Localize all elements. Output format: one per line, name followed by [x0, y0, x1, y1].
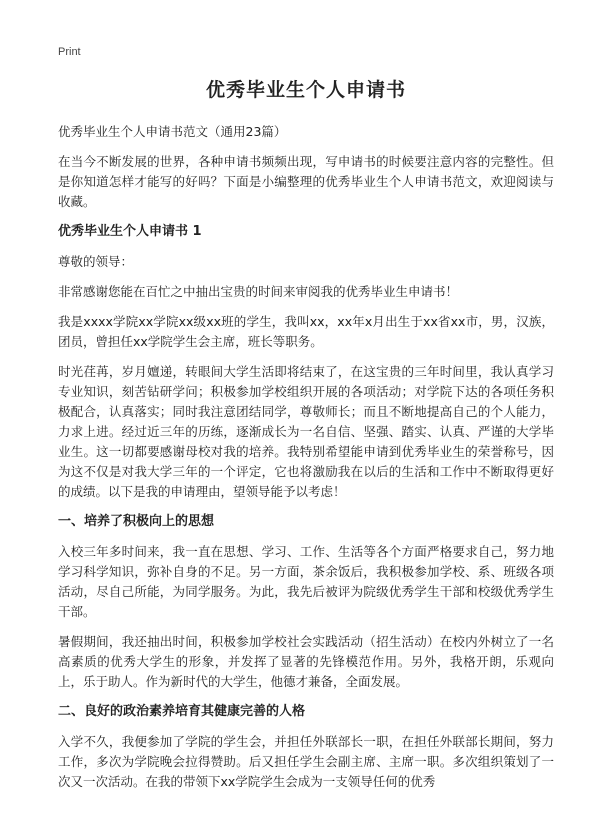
- paragraph-b1: 入学不久，我便参加了学院的学生会，并担任外联部长一职，在担任外联部长期间，努力工作，多次为学院晚会拉得赞助。后又担任学生会副主席、主席一职。多次组织策划了一次又一次活动。在我的带领下xx学院学生会成为一支领导任何的优秀: [58, 734, 554, 789]
- paragraph-a2: 暑假期间，我还抽出时间，积极参加学校社会实践活动（招生活动）在校内外树立了一名高素质的优秀大学生的形象，并发挥了显著的先锋模范作用。另外，我格开朗，乐观向上，乐于助人。作为新时代的大学生，他德才兼备，全面发展。: [58, 634, 554, 689]
- body-paragraph: 时光荏苒，岁月嬗递，转眼间大学生活即将结束了，在这宝贵的三年时间里，我认真学习专业知识，刻苦钻研学问；积极参加学校组织开展的各项活动；对学院下达的各项任务积极配合，认真落实；同时我注意团结同学，尊敬师长；而且不断地提高自己的个人能力，力求上进。经过近三年的历练，逐渐成长为一名自信、坚强、踏实、认真、严谨的大学毕业生。这一切都要感谢母校对我的培养。我特别希望能申请到优秀毕业生的荣誉称号，因为这不仅是对我大学三年的一个评定，它也将激励我在以后的生活和工作中不断取得更好的成绩。以下是我的申请理由，望领导能予以考虑！: [58, 364, 554, 499]
- section-heading-1: 优秀毕业生个人申请书 1: [58, 224, 202, 239]
- print-label[interactable]: Print: [58, 46, 81, 58]
- self-intro-paragraph: 我是xxxx学院xx学院xx级xx班的学生，我叫xx，xx年x月出生于xx省xx市，男，汉族，团员，曾担任xx学院学生会主席，班长等职务。: [58, 314, 554, 349]
- subtitle: 优秀毕业生个人申请书范文（通用23篇）: [58, 124, 287, 139]
- heading-positive-thinking: 一、培养了积极向上的思想: [58, 514, 215, 529]
- document-body: [58, 76, 554, 802]
- page-title: 优秀毕业生个人申请书: [205, 79, 406, 101]
- heading-political-literacy: 二、良好的政治素养培育其健康完善的人格: [58, 704, 306, 719]
- thanks-paragraph: 非常感谢您能在百忙之中抽出宝贵的时间来审阅我的优秀毕业生申请书！: [58, 284, 459, 299]
- paragraph-a1: 入校三年多时间来，我一直在思想、学习、工作、生活等各个方面严格要求自己，努力地学习科学知识，弥补自身的不足。另一方面，茶余饭后，我积极参加学校、系、班级各项活动，尽自己所能，为同学服务。为此，我先后被评为院级优秀学生干部和校级优秀学生干部。: [58, 544, 554, 619]
- intro-paragraph: 在当今不断发展的世界，各种申请书频频出现，写申请书的时候要注意内容的完整性。但是你知道怎样才能写的好吗？下面是小编整理的优秀毕业生个人申请书范文，欢迎阅读与收藏。: [58, 154, 554, 209]
- salutation: 尊敬的领导：: [58, 254, 134, 269]
